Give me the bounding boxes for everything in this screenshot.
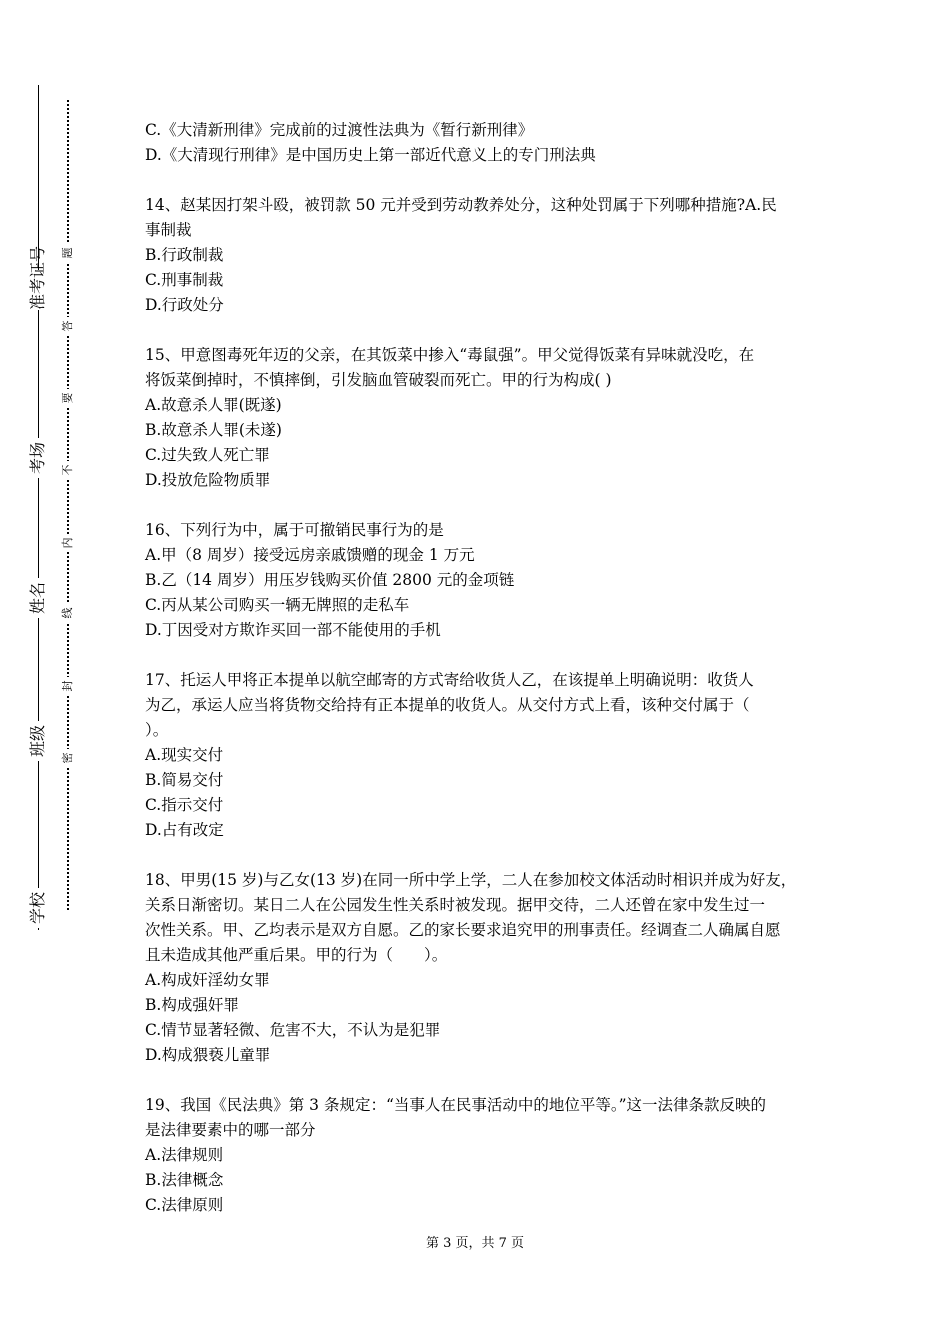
question-line: D.行政处分 bbox=[145, 296, 224, 314]
field-name-label: 姓名 bbox=[30, 578, 46, 618]
question-line: 为乙，承运人应当将货物交给持有正本提单的收货人。从交付方式上看，该种交付属于（ bbox=[145, 696, 750, 714]
question-line: 17、托运人甲将正本提单以航空邮寄的方式寄给收货人乙，在该提单上明确说明：收货人 bbox=[145, 671, 754, 689]
question-line: C.情节显著轻微、危害不大，不认为是犯罪 bbox=[145, 1021, 441, 1039]
field-class-label: 班级 bbox=[30, 721, 46, 761]
question-line: B.故意杀人罪(未遂) bbox=[145, 421, 282, 439]
question-line: B.构成强奸罪 bbox=[145, 996, 239, 1014]
question-line: 事制裁 bbox=[145, 221, 192, 239]
question-line: A.故意杀人罪(既遂) bbox=[145, 396, 282, 414]
question-line: B.乙（14 周岁）用压岁钱购买价值 2800 元的金项链 bbox=[145, 571, 515, 589]
seal-char: 不 bbox=[60, 461, 76, 479]
seal-char: 内 bbox=[60, 534, 76, 552]
question-line: C.过失致人死亡罪 bbox=[145, 446, 270, 464]
question-block bbox=[145, 518, 815, 643]
question-line: 15、甲意图毒死年迈的父亲，在其饭菜中掺入“毒鼠强”。甲父觉得饭菜有异味就没吃，在 bbox=[145, 346, 755, 364]
question-line: A.法律规则 bbox=[145, 1146, 224, 1164]
seal-char: 封 bbox=[60, 677, 76, 695]
question-block bbox=[145, 343, 815, 493]
binding-margin bbox=[0, 0, 110, 1344]
question-line: B.简易交付 bbox=[145, 771, 224, 789]
question-block bbox=[145, 118, 815, 168]
question-line: C.指示交付 bbox=[145, 796, 224, 814]
seal-char: 线 bbox=[60, 604, 76, 622]
question-line: C.刑事制裁 bbox=[145, 271, 224, 289]
seal-char: 要 bbox=[60, 389, 76, 407]
question-line: A.甲（8 周岁）接受远房亲戚馈赠的现金 1 万元 bbox=[145, 546, 475, 564]
question-line: ）。 bbox=[145, 721, 169, 739]
question-line: 次性关系。甲、乙均表示是双方自愿。乙的家长要求追究甲的刑事责任。经调查二人确属自愿 bbox=[145, 921, 781, 939]
field-school-label: 学校 bbox=[30, 888, 46, 928]
question-line: C.《大清新刑律》完成前的过渡性法典为《暂行新刑律》 bbox=[145, 121, 534, 139]
question-line: 且未造成其他严重后果。甲的行为（ ）。 bbox=[145, 946, 448, 964]
question-line: D.占有改定 bbox=[145, 821, 224, 839]
question-line: 是法律要素中的哪一部分 bbox=[145, 1121, 316, 1139]
question-line: C.法律原则 bbox=[145, 1196, 224, 1214]
page-footer: 第 3 页，共 7 页 bbox=[425, 1236, 525, 1251]
question-line: C.丙从某公司购买一辆无牌照的走私车 bbox=[145, 596, 410, 614]
field-exam-room-label: 考场 bbox=[30, 438, 46, 478]
question-line: D.《大清现行刑律》是中国历史上第一部近代意义上的专门刑法典 bbox=[145, 146, 596, 164]
question-line: A.构成奸淫幼女罪 bbox=[145, 971, 270, 989]
question-block bbox=[145, 868, 815, 1068]
question-line: D.丁因受对方欺诈买回一部不能使用的手机 bbox=[145, 621, 441, 639]
question-line: 16、下列行为中，属于可撤销民事行为的是 bbox=[145, 521, 444, 539]
question-line: 将饭菜倒掉时，不慎摔倒，引发脑血管破裂而死亡。甲的行为构成( ) bbox=[145, 371, 612, 389]
seal-char: 答 bbox=[60, 317, 76, 335]
field-exam-id-label: 准考证号 bbox=[28, 245, 47, 310]
question-line: 18、甲男(15 岁)与乙女(13 岁)在同一所中学上学，二人在参加校文体活动时相识并成为好友， bbox=[145, 871, 797, 889]
question-content bbox=[145, 118, 815, 1243]
question-line: A.现实交付 bbox=[145, 746, 224, 764]
binding-dotted-line bbox=[67, 100, 69, 910]
question-line: 14、赵某因打架斗殴，被罚款 50 元并受到劳动教养处分，这种处罚属于下列哪种措施?A.民 bbox=[145, 196, 777, 214]
question-block bbox=[145, 668, 815, 843]
question-line: 19、我国《民法典》第 3 条规定：“当事人在民事活动中的地位平等。”这一法律条款反映的 bbox=[145, 1096, 767, 1114]
question-line: D.构成猥亵儿童罪 bbox=[145, 1046, 271, 1064]
question-block bbox=[145, 193, 815, 318]
question-line: B.行政制裁 bbox=[145, 246, 224, 264]
question-line: D.投放危险物质罪 bbox=[145, 471, 271, 489]
question-line: B.法律概念 bbox=[145, 1171, 224, 1189]
question-line: 关系日渐密切。某日二人在公园发生性关系时被发现。据甲交待，二人还曾在家中发生过一 bbox=[145, 896, 766, 914]
seal-char: 密 bbox=[60, 749, 76, 767]
question-block bbox=[145, 1093, 815, 1218]
binding-solid-line bbox=[38, 85, 39, 930]
seal-char: 题 bbox=[60, 244, 76, 262]
